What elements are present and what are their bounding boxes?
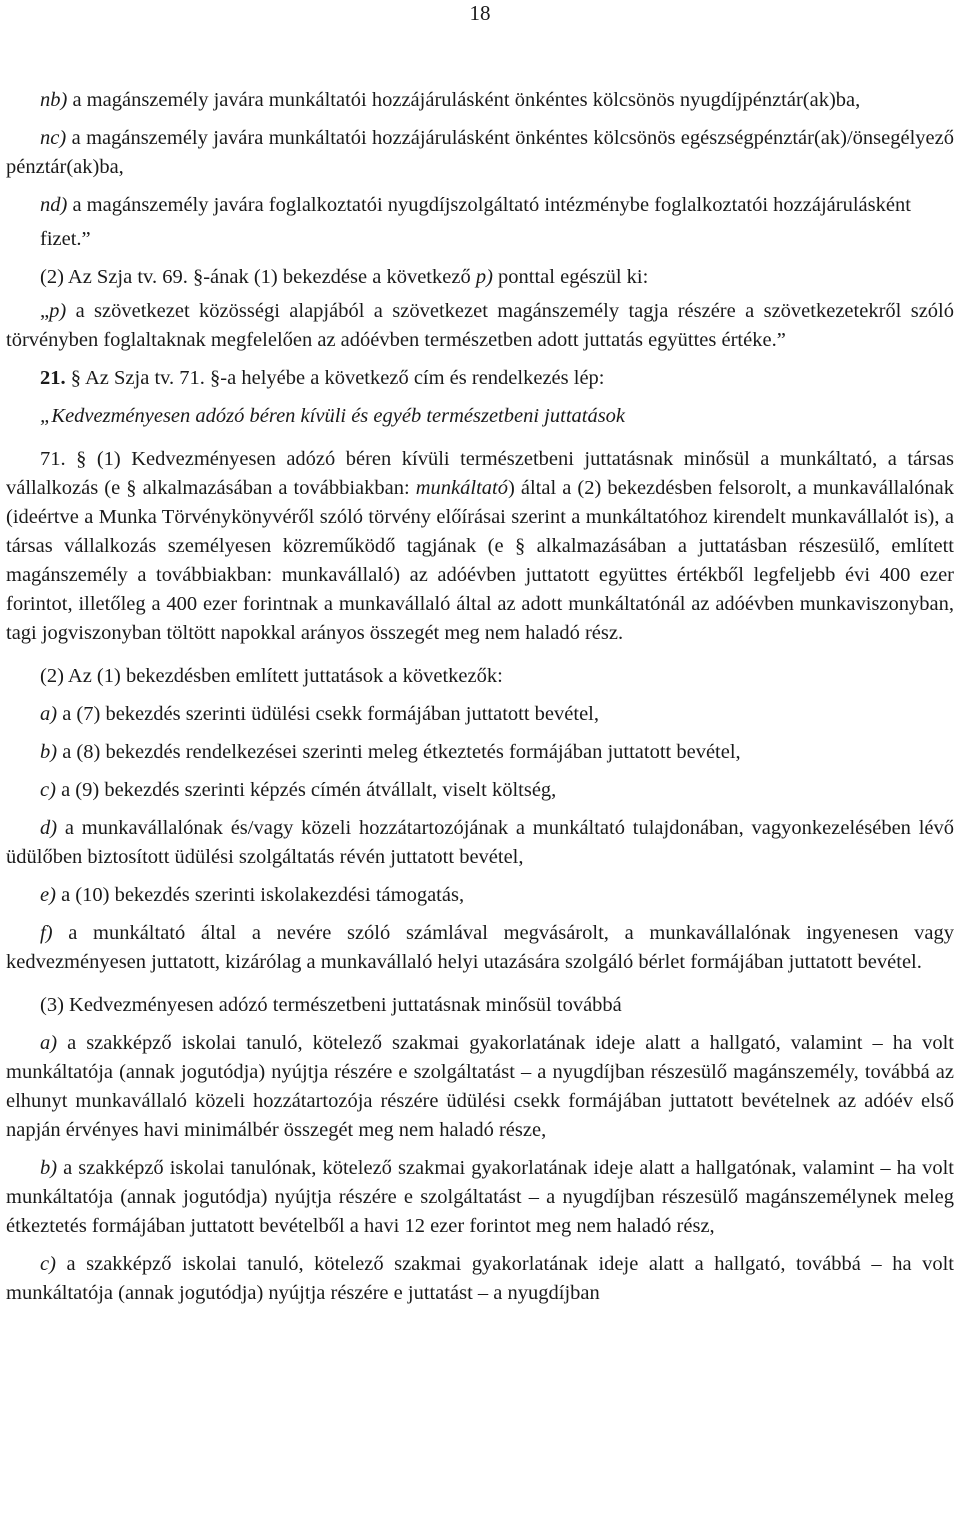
paragraph-text: 71. § (1) Kedvezményesen adózó béren kívüli természetbeni juttatásnak minősül a munkáltató, a társas vállalkozás (e § alkalmazásában a továbbiakban:	[6, 448, 954, 499]
point-marker: d)	[40, 817, 58, 839]
list-item-b	[6, 738, 954, 767]
paragraph-text: a (9) bekezdés szerinti képzés címén átvállalt, viselt költség,	[55, 779, 557, 801]
point-marker: nb)	[40, 89, 68, 111]
paragraph-point-p	[6, 297, 954, 355]
defined-term: munkáltató	[415, 477, 508, 499]
point-marker: b)	[40, 1157, 58, 1179]
point-marker: nc)	[40, 127, 67, 149]
point-marker: p)	[475, 266, 493, 288]
list-item-f	[6, 919, 954, 977]
point-marker: f)	[40, 922, 53, 944]
paragraph-text: (3) Kedvezményesen adózó természetbeni juttatásnak minősül továbbá	[40, 994, 622, 1016]
point-marker: e)	[40, 884, 56, 906]
paragraph-text: fizet.”	[40, 228, 91, 250]
list-item-c3	[6, 1250, 954, 1308]
paragraph-section-71	[6, 445, 954, 648]
paragraph-fizet	[6, 225, 954, 254]
paragraph-text: a magánszemély javára munkáltatói hozzájárulásként önkéntes kölcsönös egészségpénztár(ak)/önsegélyező pénztár(ak)ba,	[6, 127, 954, 178]
paragraph-text: a (8) bekezdés rendelkezései szerinti meleg étkeztetés formájában juttatott bevétel,	[57, 741, 741, 763]
page-number: 18	[469, 1, 491, 25]
paragraph-text: a szakképző iskolai tanuló, kötelező szakmai gyakorlatának ideje alatt a hallgató, továbbá – ha volt munkáltatója (annak jogutódja) nyújtja részére e juttatást – a nyugdíjban	[6, 1253, 954, 1304]
paragraph-nb	[6, 86, 954, 115]
paragraph-text: a munkáltató által a nevére szóló számlával megvásárolt, a munkavállalónak ingyenesen vagy kedvezményesen juttatott, kizárólag a munkavállaló helyi utazására szolgáló bérlet formájában juttatott bevétel.	[6, 922, 954, 973]
paragraph-text: § Az Szja tv. 71. §-a helyébe a következő cím és rendelkezés lép:	[65, 367, 605, 389]
point-marker: a)	[40, 703, 58, 725]
list-item-a3	[6, 1029, 954, 1145]
paragraph-text: a munkavállalónak és/vagy közeli hozzátartozójának a munkáltató tulajdonában, vagyonkezelésében lévő üdülőben biztosított üdülési szolgáltatás révén juttatott bevétel,	[6, 817, 954, 868]
point-marker: a)	[40, 1032, 58, 1054]
paragraph-text: ) által a (2) bekezdésben felsorolt, a munkavállalónak (ideértve a Munka Törvénykönyvéről szóló törvény előírásai szerint a munkáltatóhoz kirendelt munkavállalót is), a társas vállalkozás személyesen közreműködő tagjának (e § alkalmazásában a juttatásban részesülő, említett magánszemély a továbbiakban: munkavállaló) az adóévben juttatott együttes értékből legfeljebb évi 400 ezer forintot, illetőleg a 400 ezer forintnak a munkavállaló által az adott munkáltatónál az adóévben munkaviszonyban, tagi jogviszonyban töltött napokkal arányos összegét meg nem haladó rész.	[6, 477, 954, 644]
list-item-d	[6, 814, 954, 872]
paragraph-text: a magánszemély javára foglalkoztatói nyugdíjszolgáltató intézménybe foglalkoztatói hozzájárulásként	[67, 194, 911, 216]
point-marker: c)	[40, 1253, 56, 1275]
paragraph-nc	[6, 124, 954, 182]
paragraph-text: a szövetkezet közösségi alapjából a szövetkezet magánszemély tagja részére a szövetkezetekről szóló törvényben foglaltaknak megfelelően az adóévben természetben adott juttatás együttes értéke.”	[6, 300, 954, 351]
paragraph-text: a szakképző iskolai tanuló, kötelező szakmai gyakorlatának ideje alatt a hallgató, valamint – ha volt munkáltatója (annak jogutódja) nyújtja részére e szolgáltatást – a nyugdíjban részesülő magánszemély, továbbá az elhunyt munkavállaló közeli hozzátartozója részére üdülési csekk formájában juttatott bevételnek az adóév első napján érvényes havi minimálbér összegét meg nem haladó része,	[6, 1032, 954, 1141]
paragraph-text: a szakképző iskolai tanulónak, kötelező szakmai gyakorlatának ideje alatt a hallgatónak, valamint – ha volt munkáltatója (annak jogutódja) nyújtja részére e szolgáltatást – a nyugdíjban részesülő magánszemélynek meleg étkeztetés formájában juttatott bevételből a havi 12 ezer forintot meg nem haladó rész,	[6, 1157, 954, 1237]
paragraph-text: (2) Az (1) bekezdésben említett juttatások a következők:	[40, 665, 503, 687]
paragraph-section-21	[6, 364, 954, 393]
list-item-c	[6, 776, 954, 805]
paragraph-text: (2) Az Szja tv. 69. §-ának (1) bekezdése a következő	[40, 266, 476, 288]
list-item-e	[6, 881, 954, 910]
paragraph-text: a (7) bekezdés szerinti üdülési csekk formájában juttatott bevétel,	[57, 703, 599, 725]
point-marker: p)	[49, 300, 67, 322]
point-marker: c)	[40, 779, 56, 801]
section-heading: „Kedvezményesen adózó béren kívüli és egyéb természetbeni juttatások	[40, 405, 626, 427]
paragraph-text: a magánszemély javára munkáltatói hozzájárulásként önkéntes kölcsönös nyugdíjpénztár(ak)ba,	[67, 89, 861, 111]
paragraph-section-2	[6, 263, 954, 292]
paragraph-nd	[6, 191, 954, 220]
paragraph-section-71-3	[6, 991, 954, 1020]
list-item-a	[6, 700, 954, 729]
paragraph-text: a (10) bekezdés szerinti iskolakezdési támogatás,	[55, 884, 465, 906]
point-marker: nd)	[40, 194, 68, 216]
section-number: 21.	[40, 367, 66, 389]
paragraph-section-71-2	[6, 662, 954, 691]
list-item-b3	[6, 1154, 954, 1241]
document-body	[6, 86, 954, 1308]
paragraph-text: ponttal egészül ki:	[492, 266, 649, 288]
quote-mark: „	[40, 300, 50, 322]
point-marker: b)	[40, 741, 58, 763]
